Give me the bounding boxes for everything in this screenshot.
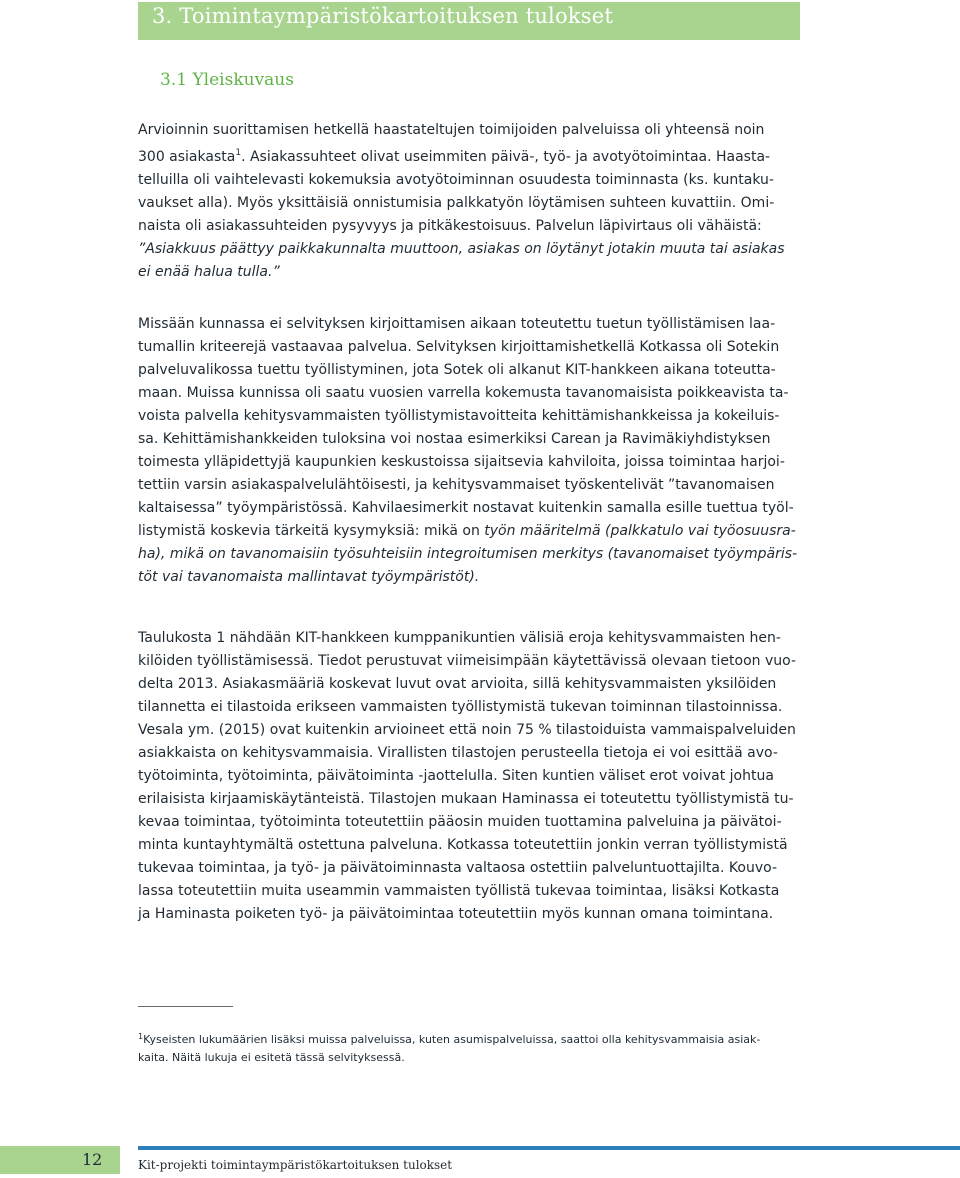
paragraph-line: töt vai tavanomaista mallintavat työympäristöt).	[138, 569, 480, 585]
paragraph-text: . Asiakassuhteet olivat useimmiten päivä-, työ- ja avotyötoimintaa. Haasta-	[241, 149, 771, 165]
paragraph-line: Arvioinnin suorittamisen hetkellä haastateltujen toimijoiden palveluissa oli yhteensä noin	[138, 122, 765, 138]
paragraph-line: työtoiminta, työtoiminta, päivätoiminta -jaottelulla. Siten kuntien väliset erot voivat johtua	[138, 768, 774, 784]
paragraph-line: Missään kunnassa ei selvityksen kirjoittamisen aikaan toteutettu tuetun työllistämisen laa-	[138, 316, 776, 332]
paragraph-line: tumallin kriteerejä vastaavaa palvelua. Selvityksen kirjoittamishetkellä Kotkassa oli Sotekin	[138, 339, 780, 355]
paragraph-line: vaukset alla). Myös yksittäisiä onnistumisia palkkatyön löytämisen suhteen kuvattiin. Omi-	[138, 195, 775, 211]
paragraph-line: sa. Kehittämishankkeiden tuloksina voi nostaa esimerkiksi Carean ja Ravimäkiyhdistyksen	[138, 431, 771, 447]
running-footer-title: Kit-projekti toimintaympäristökartoituksen tulokset	[138, 1158, 453, 1172]
paragraph-line: toimesta ylläpidettyjä kaupunkien keskustoissa sijaitsevia kahviloita, joissa toimintaa harjoi-	[138, 454, 785, 470]
paragraph-line: voista palvella kehitysvammaisten työllistymistavoitteita kehittämishankkeissa ja kokeiluis-	[138, 408, 780, 424]
italic-text: työn määritelmä (palkkatulo vai työosuusra-	[484, 523, 796, 539]
paragraph-line: tettiin varsin asiakaspalvelulähtöisesti, ja kehitysvammaiset työskentelivät ”tavanomaisen	[138, 477, 775, 493]
footnote-reference: 1	[235, 148, 242, 158]
paragraph-2	[138, 313, 802, 589]
section-title: 3.1 Yleiskuvaus	[160, 70, 294, 90]
footnote	[138, 1028, 802, 1067]
footnote-line	[138, 1028, 802, 1049]
paragraph-line: maan. Muissa kunnissa oli saatu vuosien varrella kokemusta tavanomaisista poikkeavista ta-	[138, 385, 789, 401]
paragraph-text: 300 asiakasta	[138, 149, 236, 165]
paragraph-line: Taulukosta 1 nähdään KIT-hankkeen kumppanikuntien välisiä eroja kehitysvammaisten hen-	[138, 630, 781, 646]
paragraph-line: ha), mikä on tavanomaisiin työsuhteisiin integroitumisen merkitys (tavanomaiset työympäris-	[138, 546, 798, 562]
paragraph-line: palveluvalikossa tuettu työllistyminen, jota Sotek oli alkanut KIT-hankkeen aikana toteutta-	[138, 362, 776, 378]
paragraph-line: ja Haminasta poiketen työ- ja päivätoimintaa toteutettiin myös kunnan omana toimintana.	[138, 906, 774, 922]
paragraph-line: naista oli asiakassuhteiden pysyvyys ja pitkäkestoisuus. Palvelun läpivirtaus oli vähäistä:	[138, 218, 762, 234]
paragraph-line: delta 2013. Asiakasmääriä koskevat luvut ovat arvioita, sillä kehitysvammaisten yksilöiden	[138, 676, 777, 692]
quote-line: ”Asiakkuus päättyy paikkakunnalta muuttoon, asiakas on löytänyt jotakin muuta tai asiakas	[138, 241, 785, 257]
paragraph-line: Vesala ym. (2015) ovat kuitenkin arvioineet että noin 75 % tilastoiduista vammaispalveluiden	[138, 722, 796, 738]
paragraph-line: kilöiden työllistämisessä. Tiedot perustuvat viimeisimpään käytettävissä olevaan tietoon vuo-	[138, 653, 797, 669]
paragraph-line: tilannetta ei tilastoida erikseen vammaisten työllistymistä tukevan toiminnan tilastoinnissa.	[138, 699, 783, 715]
page-number: 12	[82, 1150, 103, 1169]
paragraph-line: kevaa toimintaa, työtoiminta toteutettiin pääosin muiden tuottamina palveluina ja päivätoi-	[138, 814, 782, 830]
quote-line: ei enää halua tulla.”	[138, 264, 280, 280]
chapter-title: 3. Toimintaympäristökartoituksen tulokset	[152, 4, 613, 28]
paragraph-line: tukevaa toimintaa, ja työ- ja päivätoiminnasta valtaosa ostettiin palveluntuottajilta. Kouvo-	[138, 860, 777, 876]
paragraph-line: kaltaisessa” työympäristössä. Kahvilaesimerkit nostavat kuitenkin samalla esille tuettua työl-	[138, 500, 794, 516]
footnote-marker: 1	[138, 1032, 144, 1041]
footnote-line: kaita. Näitä lukuja ei esitetä tässä selvityksessä.	[138, 1051, 405, 1064]
paragraph-line: telluilla oli vaihtelevasti kokemuksia avotyötoiminnan osuudesta toiminnasta (ks. kuntaku-	[138, 172, 774, 188]
footer-divider	[138, 1146, 960, 1150]
footnote-divider	[138, 1006, 233, 1007]
paragraph-line: asiakkaista on kehitysvammaisia. Virallisten tilastojen perusteella tietoja ei voi esittää avo-	[138, 745, 778, 761]
paragraph-line: minta kuntayhtymältä ostettuna palveluna. Kotkassa toteutettiin jonkin verran työllistymistä	[138, 837, 788, 853]
paragraph-line	[138, 142, 802, 169]
paragraph-line	[138, 520, 802, 543]
paragraph-line: lassa toteutettiin muita useammin vammaisten työllistä tukevaa toimintaa, lisäksi Kotkasta	[138, 883, 780, 899]
paragraph-1	[138, 119, 802, 284]
paragraph-3	[138, 627, 802, 926]
footnote-text: Kyseisten lukumäärien lisäksi muissa palveluissa, kuten asumispalveluissa, saattoi olla kehitysvammaisia asiak-	[143, 1033, 761, 1046]
paragraph-line: erilaisista kirjaamiskäytänteistä. Tilastojen mukaan Haminassa ei toteutettu työllistymistä tu-	[138, 791, 794, 807]
paragraph-text: listymistä koskevia tärkeitä kysymyksiä: mikä on	[138, 523, 485, 539]
